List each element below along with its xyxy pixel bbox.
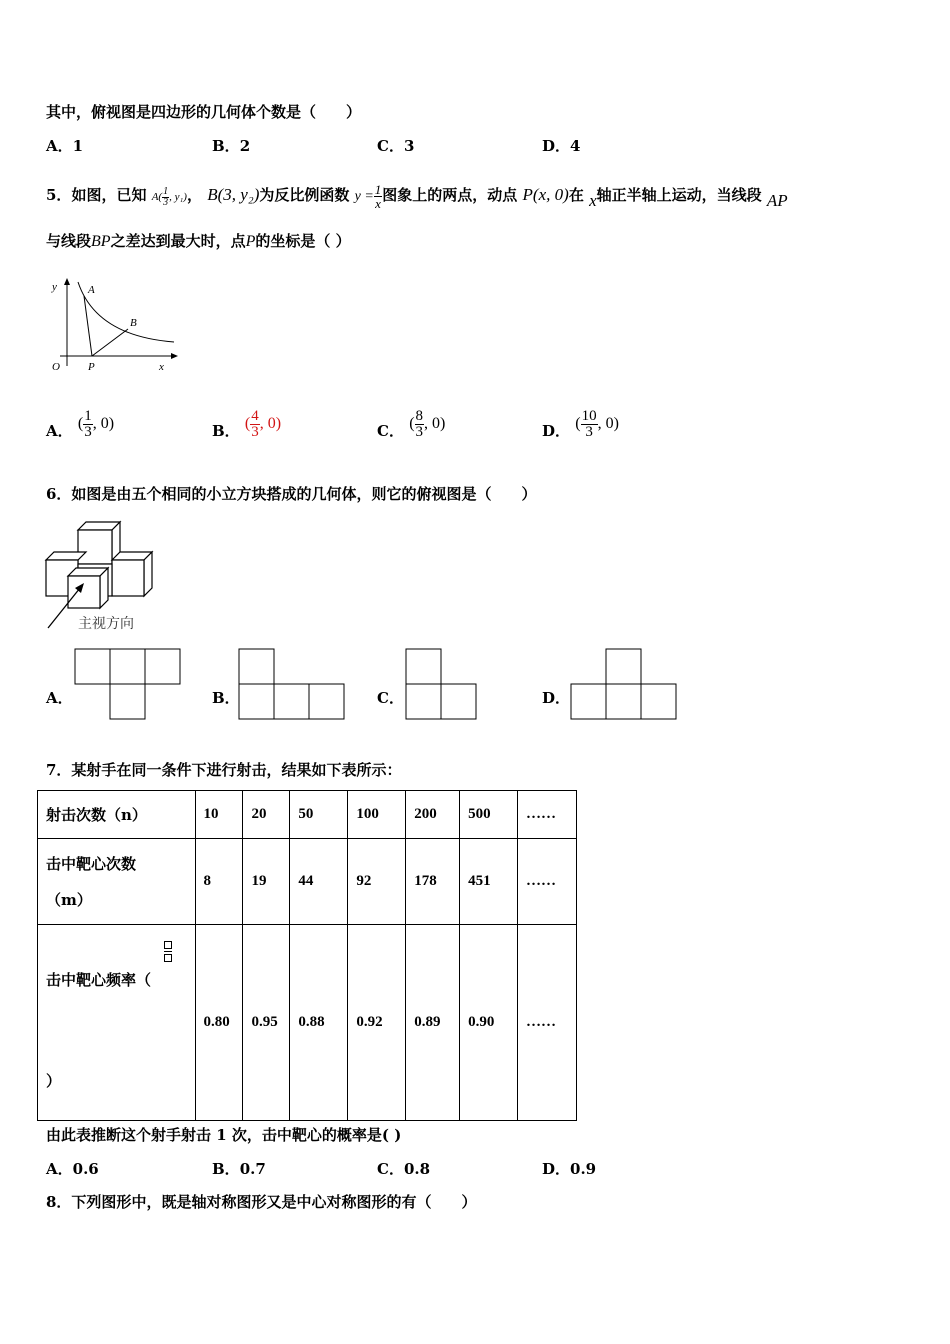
q8-stem: 8．下列图形中，既是轴对称图形又是中心对称图形的有（ ） (46, 1193, 477, 1211)
graph-label-x: x (159, 361, 164, 373)
q5-text: 如图，已知 (71, 186, 147, 204)
option-value: ( $\frac{8}{3}$ , 0) (409, 407, 446, 440)
q6-cube-figure (40, 516, 170, 636)
shots-cell: 500 (460, 791, 518, 839)
hits-cell: …… (518, 839, 577, 925)
hits-cell: 92 (348, 839, 406, 925)
option-value: 2 (239, 137, 251, 155)
x-axis-arrow (171, 353, 178, 359)
point-a: A( $\frac{1}{3}$ , y₁) (151, 185, 187, 208)
q7-option-b[interactable] (212, 1159, 266, 1179)
q5-text: 之差达到最大时，点 (110, 232, 246, 250)
option-label: A． (46, 1160, 73, 1178)
q6-option-a-grid[interactable] (74, 648, 184, 722)
option-value-highlighted: ( $\frac{4}{3}$ , 0) (244, 407, 282, 440)
graph-label-o: O (52, 361, 60, 373)
q7-option-d[interactable] (542, 1159, 596, 1179)
q5-text: 的坐标是（ ） (255, 232, 351, 250)
freq-cell: …… (518, 925, 577, 1121)
q5-option-d[interactable] (542, 400, 619, 446)
q5-text: 轴正半轴上运动，当线段 (596, 186, 762, 204)
shots-cell: 20 (243, 791, 290, 839)
q4-stem: 其中，俯视图是四边形的几何体个数是（ ） (46, 103, 362, 121)
q5-text: 在 (568, 186, 584, 204)
q7-conclusion: 由此表推断这个射手射击 1 次，击中靶心的概率是( ) (46, 1126, 402, 1144)
q6-option-a-label[interactable]: A． (46, 689, 73, 707)
shots-cell: 100 (348, 791, 406, 839)
option-label: C． (377, 1160, 404, 1178)
hits-cell: 19 (243, 839, 290, 925)
option-label: A． (46, 137, 73, 155)
hits-cell: 451 (460, 839, 518, 925)
q4-option-a[interactable] (46, 136, 83, 156)
option-value: ( $\frac{10}{3}$ , 0) (575, 407, 619, 440)
view-direction-label: 主视方向 (78, 616, 134, 632)
function-expr: y = $\frac{1}{x}$ (354, 182, 382, 212)
option-label: C． (377, 422, 404, 440)
q5-text: 图象上的两点，动点 (382, 186, 518, 204)
freq-cell: 0.95 (243, 925, 290, 1121)
q5-option-b[interactable] (212, 400, 281, 446)
option-label: C． (377, 137, 404, 155)
point-p: P (245, 233, 256, 250)
shots-cell: 200 (406, 791, 460, 839)
option-value: 0.9 (570, 1160, 597, 1178)
option-label: B． (212, 1160, 240, 1178)
point-p-expr: P(x, 0) (522, 185, 569, 204)
row-label-line: （m） (46, 890, 92, 909)
option-label: D． (542, 1160, 571, 1178)
q7-stem: 7．某射手在同一条件下进行射击，结果如下表所示： (46, 761, 402, 779)
q7-option-a[interactable] (46, 1159, 99, 1179)
option-value: 3 (403, 137, 415, 155)
question-number: 5． (46, 186, 72, 204)
q5-text: 为反比例函数 (259, 186, 350, 204)
hits-cell: 44 (290, 839, 348, 925)
freq-cell: 0.88 (290, 925, 348, 1121)
segment-bp: BP (91, 233, 111, 250)
q5-graph (46, 276, 186, 376)
freq-cell: 0.80 (195, 925, 243, 1121)
q7-option-c[interactable] (377, 1159, 430, 1179)
segment-ap-line (84, 296, 92, 356)
fraction-icon (164, 941, 170, 962)
option-value: 4 (570, 137, 581, 155)
table-row-hits (38, 839, 577, 925)
option-value: 0.8 (403, 1160, 431, 1178)
option-value: 0.7 (239, 1160, 266, 1178)
freq-cell: 0.90 (460, 925, 518, 1121)
row-label-line: ） (46, 1072, 62, 1090)
shots-cell: 10 (195, 791, 243, 839)
row-label-shots: 射击次数（n） (38, 791, 196, 839)
table-row-frequency (38, 925, 577, 1121)
q4-option-c[interactable] (377, 136, 414, 156)
q4-option-d[interactable] (542, 136, 580, 156)
graph-label-p: P (88, 361, 95, 373)
row-label-frequency (38, 925, 196, 1121)
row-label-hits (38, 839, 196, 925)
q6-option-c-label[interactable]: C． (377, 689, 404, 707)
row-label-line: 击中靶心频率（ (46, 971, 152, 989)
option-value: 1 (72, 137, 84, 155)
q5-option-a[interactable] (46, 400, 114, 446)
q5-text: 与线段 (46, 232, 92, 250)
q6-option-d-label[interactable]: D． (542, 689, 571, 707)
point-b: B(3, y₂) (207, 185, 260, 204)
row-label-line: 击中靶心次数 (46, 854, 137, 873)
shots-cell: …… (518, 791, 577, 839)
q5-option-c[interactable] (377, 400, 445, 446)
option-label: D． (542, 137, 571, 155)
q6-stem: 6．如图是由五个相同的小立方块搭成的几何体，则它的俯视图是（ ） (46, 485, 537, 503)
y-axis-arrow (64, 278, 70, 285)
axis-x: x (589, 191, 597, 210)
option-value: ( $\frac{1}{3}$ , 0) (77, 407, 115, 440)
graph-label-a: A (88, 284, 95, 296)
option-label: D． (542, 422, 571, 440)
q6-option-b-grid[interactable] (238, 648, 348, 722)
option-label: A． (46, 422, 73, 440)
freq-cell: 0.92 (348, 925, 406, 1121)
option-label: B． (212, 422, 240, 440)
hits-cell: 178 (406, 839, 460, 925)
graph-label-y: y (52, 281, 57, 293)
segment-ap: AP (766, 191, 788, 210)
option-label: B． (212, 137, 240, 155)
q7-results-table (37, 790, 577, 1121)
q5-stem-line1: 5．如图，已知 A( $\frac{1}{3}$ , y₁)， B(3, y₂)为反比例函数 y = $\frac{1}{x}$ 图象上的两点，动点 P(x, 0)在 x轴正半轴上运动，当线段 AP (46, 182, 788, 212)
q6-option-d-grid[interactable] (570, 648, 680, 722)
segment-bp-line (92, 329, 128, 356)
option-value: 0.6 (72, 1160, 99, 1178)
table-row-shots (38, 791, 577, 839)
q4-option-b[interactable] (212, 136, 250, 156)
q6-option-c-grid[interactable] (405, 648, 481, 722)
freq-cell: 0.89 (406, 925, 460, 1121)
q5-stem-line2 (46, 231, 351, 252)
shots-cell: 50 (290, 791, 348, 839)
graph-label-b: B (130, 317, 137, 329)
q6-option-b-label[interactable]: B． (212, 689, 240, 707)
hits-cell: 8 (195, 839, 243, 925)
